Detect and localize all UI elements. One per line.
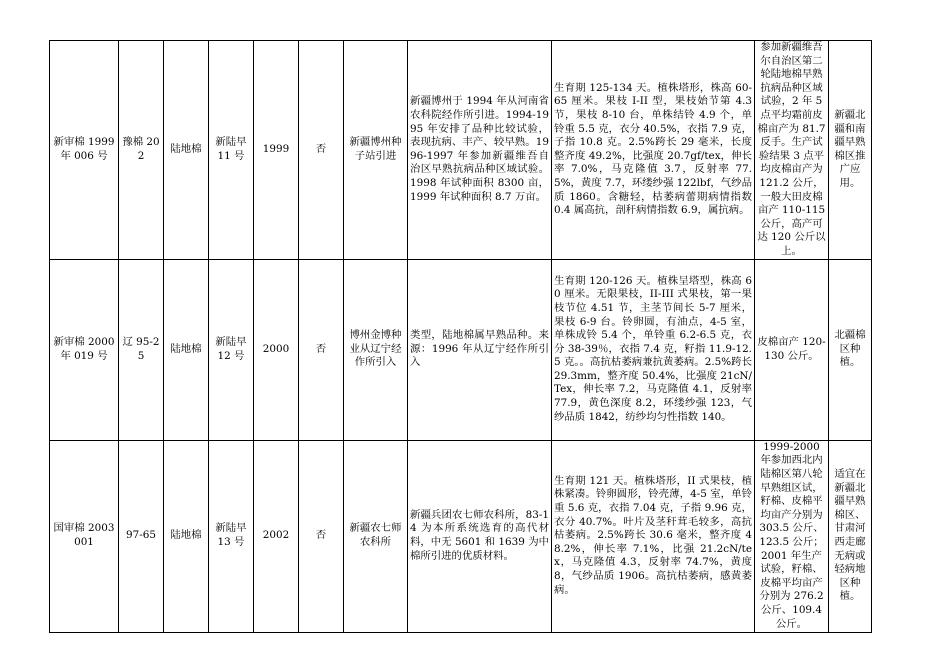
region-text: 新疆北疆和南疆早熟棉区推广应用。 — [829, 41, 872, 260]
original-name: 辽 95-25 — [119, 259, 164, 440]
origin-text: 类型，陆地棉属早熟品种。来源：1996 年从辽宁经作所引入 — [408, 259, 552, 440]
yield-text: 皮棉亩产 120-130 公斤。 — [755, 259, 829, 440]
table-row — [50, 259, 872, 440]
yield-text: 1999-2000 年参加西北内陆棉区第八轮早熟组区试，籽棉、皮棉平均亩产分别为 303.5 公斤、123.5 公斤；2001 年生产试验，籽棉、皮棉平均亩产分别为 276.2 公斤、109.4 公斤。 — [755, 440, 829, 632]
applicant: 博州金博种业从辽宁经作所引入 — [344, 259, 408, 440]
yield-text: 参加新疆维吾尔自治区第二轮陆地棉早熟抗病品种区域试验，2 年 5 点平均霜前皮棉亩产为 81.7 反手。生产试验结果 3 点平均皮棉亩产为 121.2 公斤，一般大田皮棉亩产 110-115 公斤，高产可达 120 公斤以上。 — [755, 41, 829, 260]
cotton-type: 陆地棉 — [164, 41, 209, 260]
cotton-type: 陆地棉 — [164, 259, 209, 440]
applicant: 新疆农七师农科所 — [344, 440, 408, 632]
original-name: 豫棉 202 — [119, 41, 164, 260]
transgenic-flag: 否 — [299, 259, 344, 440]
registration-number: 国审棉 2003001 — [50, 440, 119, 632]
traits-text: 生育期 125-134 天。植株塔形，株高 60-65 厘米。果枝 I-II 型，果枝始节第 4.3 节，果枝 8-10 台，单株结铃 4.9 个，单铃重 5.5 克，衣分 40.5%，衣指 7.9 克，子指 10.8 克。2.5%跨长 29 毫米，长度整齐度 49.2%，比强度 20.7gf/tex，伸长率 7.0%，马克隆值 3.7，反射率 77.5%，黄度 7.7，环缕纱强 122lbf，气纱品质 1860。含糖轻，枯萎病蕾期病情指数 0.4 属高抗，剖秆病情指数 6.9，属抗病。 — [552, 41, 755, 260]
origin-text: 新疆兵团农七师农科所，83-14 为本所系统选育的高代材料，中无 5601 和 1639 为中棉所引进的优质材料。 — [408, 440, 552, 632]
approval-year: 2002 — [254, 440, 299, 632]
approval-year: 1999 — [254, 41, 299, 260]
variety-name: 新陆早 11 号 — [209, 41, 254, 260]
variety-name: 新陆早 13 号 — [209, 440, 254, 632]
traits-text: 生育期 120-126 天。植株呈塔型，株高 60 厘米。无限果枝，II-III 式果枝，第一果枝节位 4.51 节，主茎节间长 5-7 厘米，果枝 6-9 台。铃卵圆，有油点，4-5 室，单株成铃 5.4 个，单铃重 6.2-6.5 克，衣分 38-39％，衣指 7.4 克，籽指 11.9-12.5 克。。高抗枯萎病兼抗黄萎病。2.5%跨长 29.3mm，整齐度 50.4%，比强度 21cN/Tex，伸长率 7.2，马克隆值 4.1，反射率 77.9，黄色深度 8.2，环缕纱强 123，气纱品质 1842，纺纱均匀性指数 140。 — [552, 259, 755, 440]
region-text: 适宜在新疆北疆早熟棉区、甘肃河西走廊无病或轻病地区种植。 — [829, 440, 872, 632]
traits-text: 生育期 121 天。植株塔形，II 式果枝，植株紧凑。铃卵圆形，铃壳薄，4-5 室，单铃重 5.6 克，衣指 7.04 克，子指 9.96 克，衣分 40.7%。叶片及茎秆茸毛较多，高抗枯萎病。2.5%跨长 30.6 毫米，整齐度 48.2%，伸长率 7.1%，比强 21.2cN/tex，马克隆值 4.3，反射率 74.7%，黄度 8，气纱品质 1906。高抗枯萎病，感黄萎病。 — [552, 440, 755, 632]
registration-number: 新审棉 1999 年 006 号 — [50, 41, 119, 260]
cotton-type: 陆地棉 — [164, 440, 209, 632]
applicant: 新疆博州种子站引进 — [344, 41, 408, 260]
original-name: 97-65 — [119, 440, 164, 632]
table-row — [50, 440, 872, 632]
region-text: 北疆棉区种植。 — [829, 259, 872, 440]
variety-name: 新陆早 12 号 — [209, 259, 254, 440]
approval-year: 2000 — [254, 259, 299, 440]
transgenic-flag: 否 — [299, 41, 344, 260]
transgenic-flag: 否 — [299, 440, 344, 632]
variety-table — [49, 40, 872, 633]
table-row — [50, 41, 872, 260]
registration-number: 新审棉 2000 年 019 号 — [50, 259, 119, 440]
origin-text: 新疆博州于 1994 年从河南省农科院经作所引进。1994-1995 年安排了品种比较试验，表现抗病、丰产、较早熟。1996-1997 年参加新疆维吾自治区早熟抗病品种区域试验。1998 年试种面积 8300 亩，1999 年试种面积 8.7 万亩。 — [408, 41, 552, 260]
